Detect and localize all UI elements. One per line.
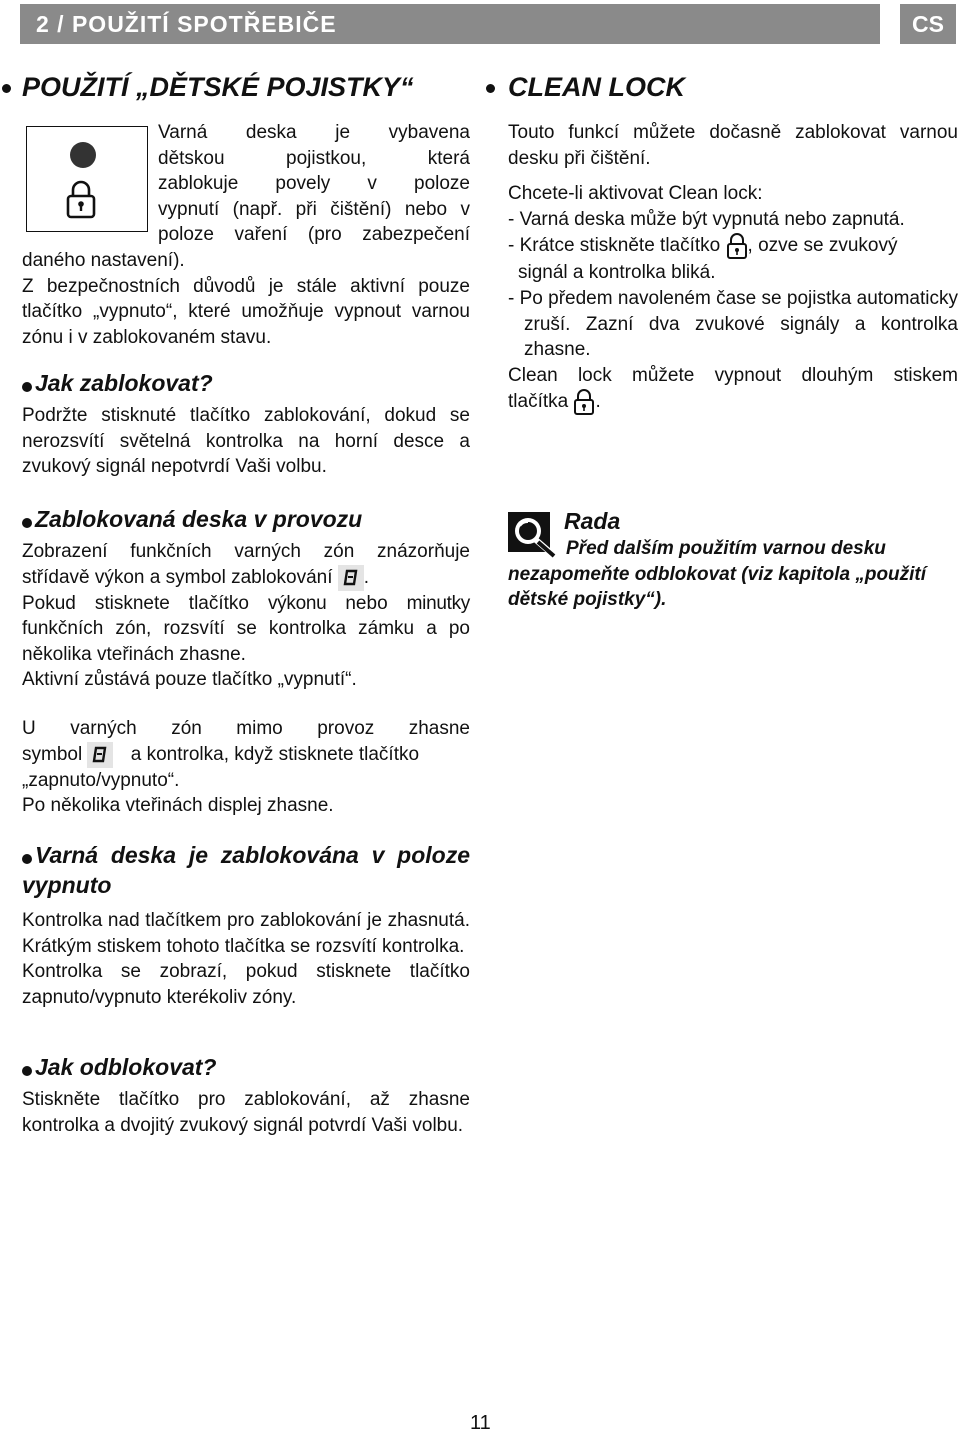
offzone-text-4: Po několika vteřinách displej zhasne. bbox=[22, 795, 334, 817]
child-lock-heading: POUŽITÍ „DĚTSKÉ POJISTKY“ bbox=[0, 70, 470, 106]
blocked-text-3: Aktivní zůstává pouze tlačítko „vypnutí“. bbox=[22, 669, 357, 691]
off-text-2: Kontrolka se zobrazí, pokud stisknete tlačítko zapnuto/vypnuto kterékoliv zóny. bbox=[22, 961, 470, 1008]
clean-lock-intro: Touto funkcí můžete dočasně zablokovat varnou desku při čištění. bbox=[508, 122, 958, 169]
bullet-icon bbox=[2, 84, 11, 93]
off-subheading: Varná deska je zablokována v poloze vypnuto bbox=[22, 842, 470, 898]
clean-lock-heading: CLEAN LOCK bbox=[486, 70, 958, 106]
padlock-icon bbox=[726, 232, 748, 260]
offzone-text-1: U varných zón mimo provoz zhasne bbox=[22, 718, 470, 739]
blocked-subheading: Zablokovaná deska v provozu bbox=[22, 506, 470, 533]
bullet-icon bbox=[22, 518, 32, 528]
activate-label: Chcete-li aktivovat Clean lock: bbox=[508, 183, 763, 205]
deactivate-text: Clean lock můžete vypnout dlouhým stiskem bbox=[508, 364, 958, 386]
lock-symbol-icon bbox=[87, 742, 113, 768]
step-2: - Krátce stiskněte tlačítko , ozve se zvukový bbox=[508, 232, 958, 260]
section-header-bar bbox=[20, 4, 880, 44]
bullet-icon bbox=[486, 84, 495, 93]
intro-text-continued: daného nastavení). bbox=[22, 250, 185, 271]
page-number: 11 bbox=[470, 1412, 491, 1434]
tip-text: Před dalším použitím varnou desku nezapomeňte odblokovat (viz kapitola „použití dětské pojistky“). bbox=[508, 538, 927, 611]
unlock-instructions: Stiskněte tlačítko pro zablokování, až zhasne kontrolka a dvojitý zvukový signál potvrdí Vaši volbu. bbox=[22, 1089, 470, 1136]
unlock-subheading: Jak odblokovat? bbox=[22, 1054, 470, 1081]
bullet-icon bbox=[22, 854, 32, 864]
tip-heading: Rada bbox=[564, 508, 621, 534]
offzone-text-3: „zapnuto/vypnuto“. bbox=[22, 769, 180, 791]
off-text-1: Kontrolka nad tlačítkem pro zablokování je zhasnutá. Krátkým stiskem tohoto tlačítka se rozsvítí kontrolka. bbox=[22, 910, 470, 957]
left-column bbox=[0, 70, 470, 1136]
blocked-text: Zobrazení funkčních varných zón znázorňuje střídavě výkon a symbol zablokování . bbox=[22, 539, 470, 591]
step-1: - Varná deska může být vypnutá nebo zapnutá. bbox=[508, 208, 905, 230]
lock-subheading: Jak zablokovat? bbox=[22, 370, 470, 397]
step-3: - Po předem navoleném čase se pojistka automaticky zruší. Zazní dva zvukové signály a kontrolka zhasne. bbox=[508, 287, 958, 361]
bullet-icon bbox=[22, 382, 32, 392]
lock-panel-illustration bbox=[26, 126, 148, 232]
safety-text: Z bezpečnostních důvodů je stále aktivní pouze tlačítko „vypnuto“, které umožňuje vypnout varnou zónu i v zablokovaném stavu. bbox=[22, 275, 470, 348]
padlock-icon bbox=[65, 179, 97, 219]
bullet-icon bbox=[22, 1066, 32, 1076]
intro-text: Varná deska je vybavena dětskou pojistkou, která zablokuje povely v poloze vypnutí (např. při čištění) nebo v poloze vaření (pro zabezpečení bbox=[158, 122, 470, 246]
section-title: 2 / POUŽITÍ SPOTŘEBIČE bbox=[36, 11, 337, 37]
right-column bbox=[486, 70, 958, 611]
lock-symbol-icon bbox=[338, 565, 364, 591]
padlock-icon bbox=[573, 388, 595, 416]
offzone-text-2: symbol a kontrolka, když stisknete tlačítko bbox=[22, 742, 470, 768]
step-2-continued: signál a kontrolka bliká. bbox=[518, 262, 716, 284]
blocked-text-2: Pokud stisknete tlačítko výkonu nebo minutky funkčních zón, rozsvítí se kontrolka zámku a po několika vteřinách zhasne. bbox=[22, 592, 470, 665]
lock-instructions: Podržte stisknuté tlačítko zablokování, dokud se nerozsvítí světelná kontrolka na horní desce a zvukový signál nepotvrdí Vaši volbu. bbox=[22, 405, 470, 478]
indicator-light-icon bbox=[70, 142, 96, 168]
deactivate-text-2: tlačítka . bbox=[508, 388, 958, 416]
language-badge: CS bbox=[900, 4, 956, 44]
